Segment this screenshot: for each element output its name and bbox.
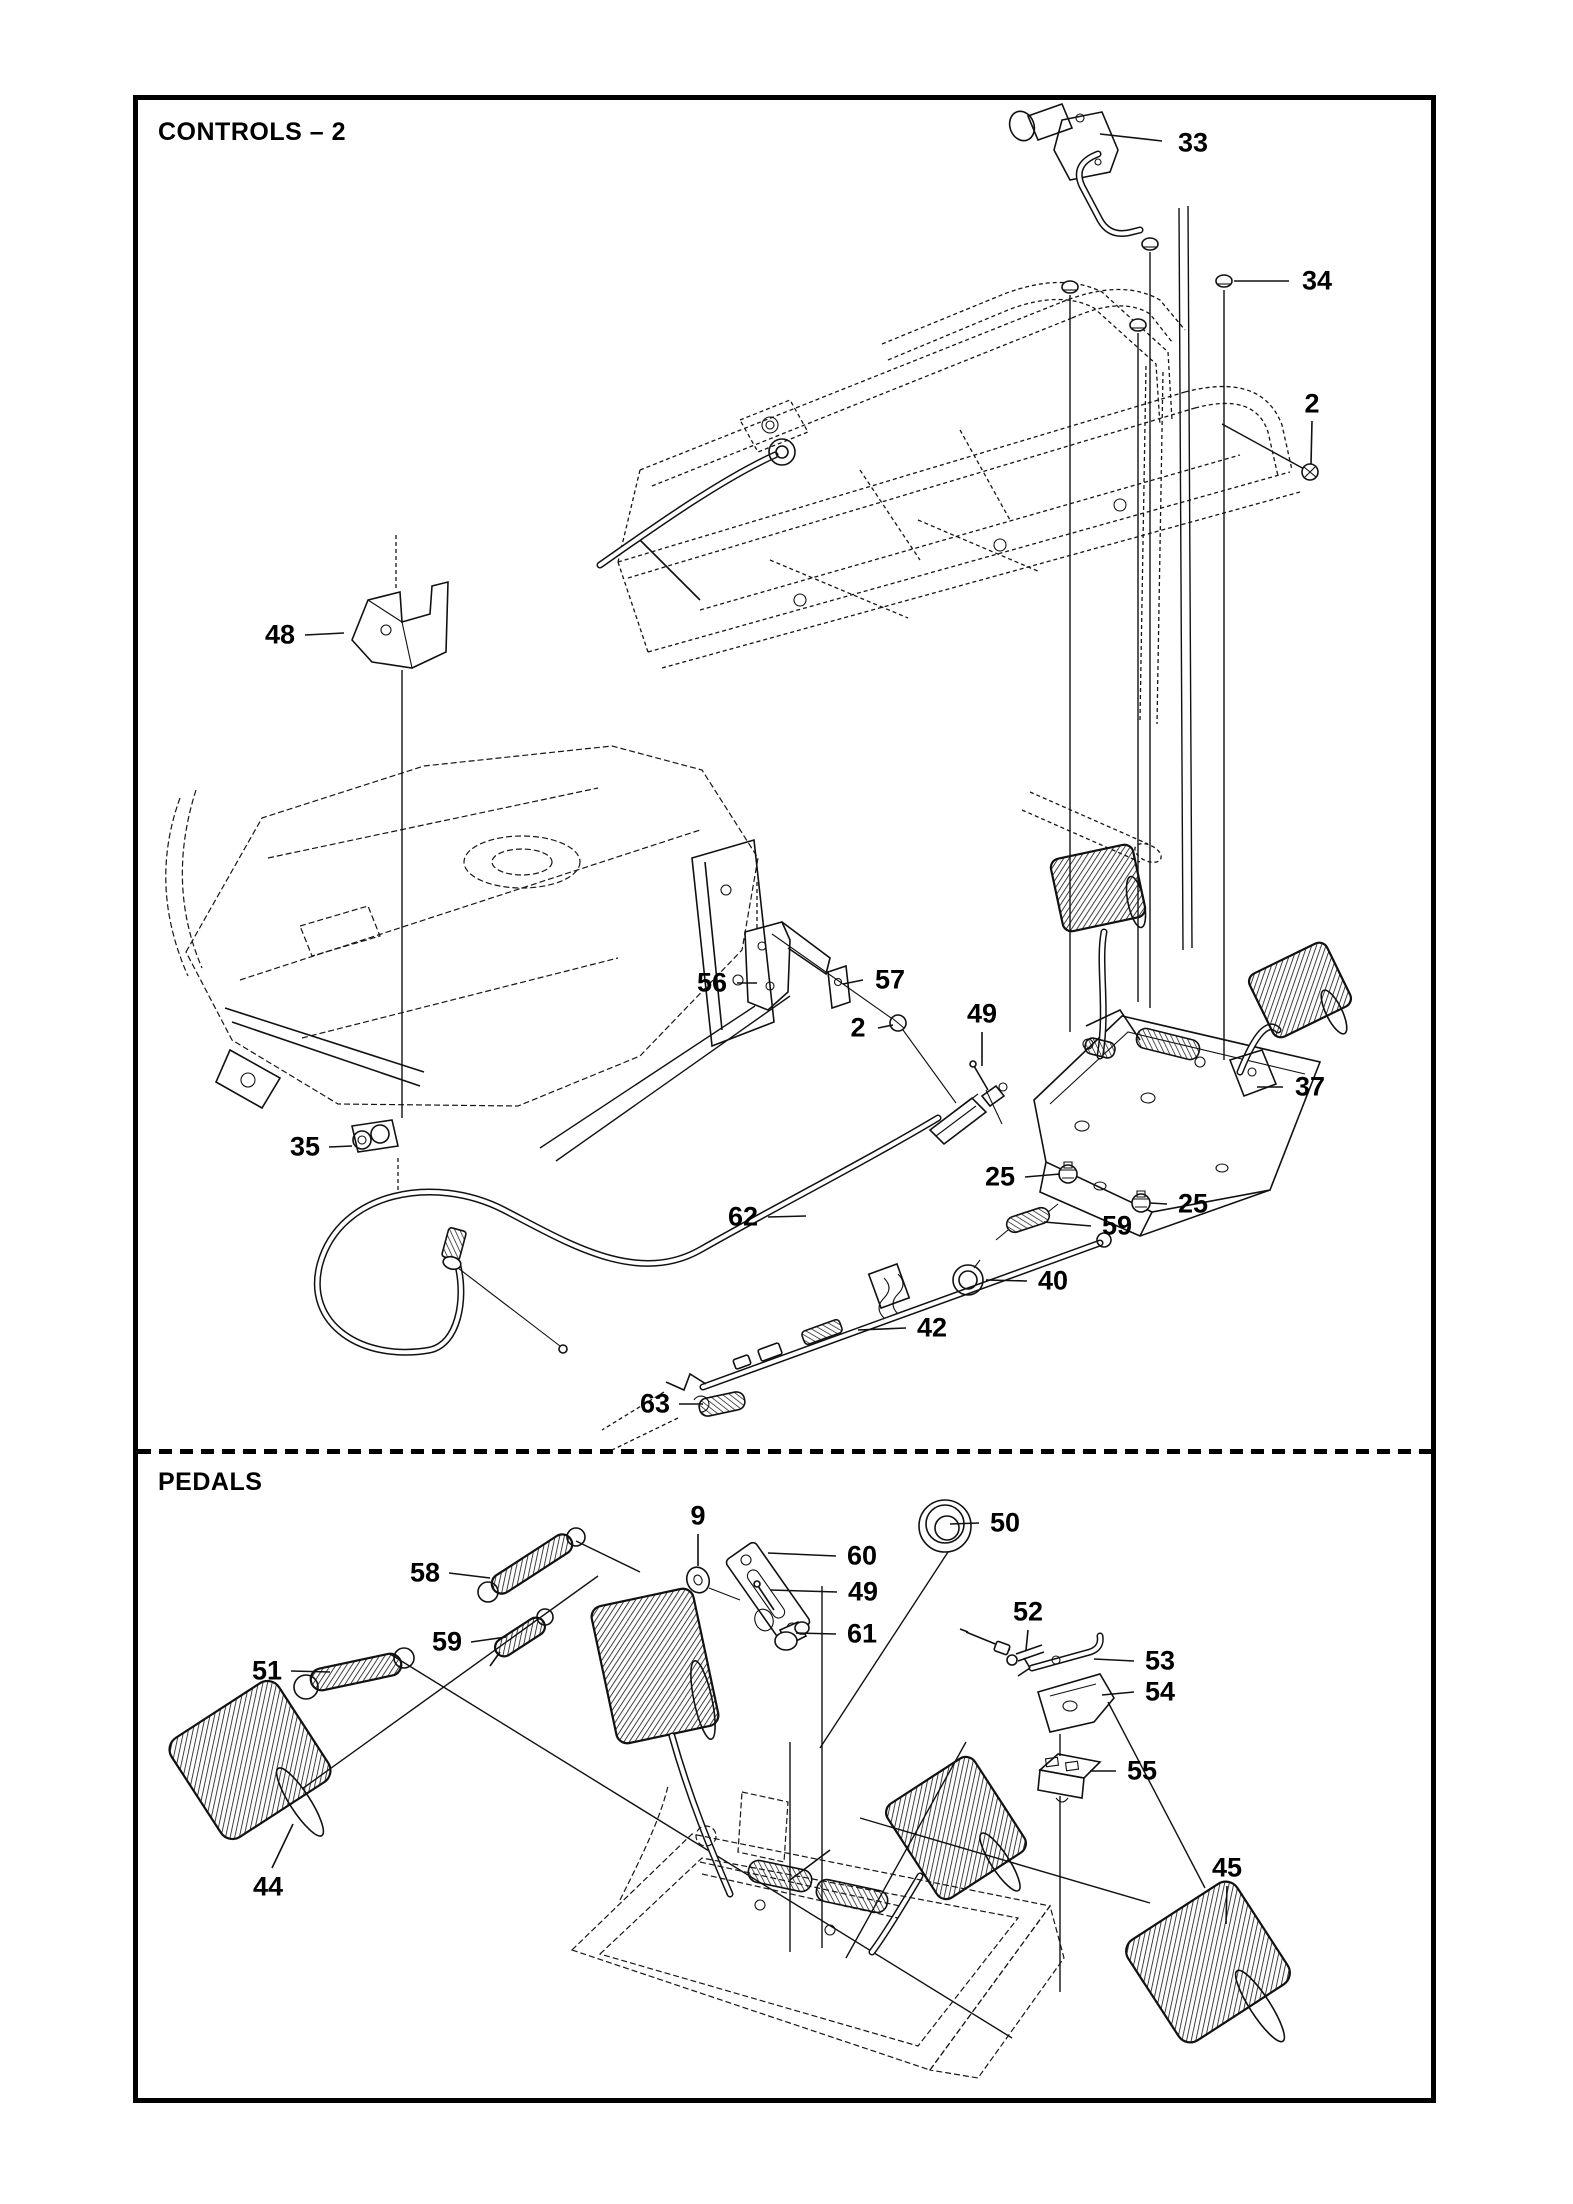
pedals-artwork: [164, 1500, 1295, 2078]
chassis-frame-ghost: [600, 282, 1300, 866]
callout-controls-25: 25: [1177, 1188, 1209, 1219]
leader-line-60: [768, 1553, 836, 1556]
leader-line-50: [950, 1523, 979, 1524]
callout-controls-25: 25: [984, 1161, 1016, 1192]
pedal-arm-left: [590, 1587, 730, 1894]
callout-controls-34: 34: [1301, 265, 1333, 296]
grommet-50: [919, 1500, 971, 1552]
callout-pedals-52: 52: [1012, 1596, 1044, 1627]
draglink-rod-42: [602, 1201, 1111, 1450]
callout-pedals-51: 51: [251, 1655, 283, 1686]
leader-line-62: [768, 1216, 806, 1217]
callout-controls-49: 49: [966, 998, 998, 1029]
leader-line-59: [1044, 1222, 1091, 1226]
callout-controls-40: 40: [1037, 1265, 1069, 1296]
callout-controls-35: 35: [289, 1131, 321, 1162]
leader-line-44: [272, 1824, 293, 1868]
callout-controls-2: 2: [850, 1012, 866, 1043]
leader-line-52: [1026, 1630, 1028, 1650]
leader-line-2: [1311, 421, 1312, 464]
spring-51: [294, 1648, 414, 1699]
anchor-lines: [302, 1541, 1205, 2038]
leader-line-54: [1102, 1692, 1134, 1695]
callout-pedals-55: 55: [1126, 1755, 1158, 1786]
section-title-controls: CONTROLS – 2: [158, 118, 346, 146]
leader-line-33: [1100, 134, 1162, 141]
leader-line-51: [291, 1671, 330, 1672]
callout-pedals-60: 60: [846, 1540, 878, 1571]
section-title-pedals: PEDALS: [158, 1468, 263, 1496]
callout-controls-42: 42: [916, 1312, 948, 1343]
leader-line-53: [1094, 1659, 1134, 1661]
callout-pedals-59: 59: [431, 1626, 463, 1657]
pedal-pad-44: [164, 1676, 336, 1845]
callout-pedals-58: 58: [409, 1557, 441, 1588]
leader-line-35: [329, 1146, 352, 1147]
callout-controls-56: 56: [696, 967, 728, 998]
spring-58: [478, 1528, 585, 1602]
callout-pedals-49: 49: [847, 1576, 879, 1607]
callout-pedals-53: 53: [1144, 1645, 1176, 1676]
control-lever: [1006, 104, 1140, 234]
pedal-pad: [1049, 843, 1149, 933]
callout-controls-37: 37: [1294, 1071, 1326, 1102]
cable-clamp-35: [352, 1120, 398, 1192]
screw-2-top: [1302, 464, 1318, 480]
callout-controls-48: 48: [264, 619, 296, 650]
spacer-block-55: [1038, 1754, 1100, 1802]
pedal-pad: [1246, 940, 1354, 1041]
leader-line-45: [1226, 1886, 1227, 1924]
leader-line-48: [305, 633, 344, 635]
flange-bolts-25: [1059, 1162, 1150, 1212]
callout-pedals-9: 9: [690, 1500, 706, 1531]
callout-controls-2: 2: [1304, 388, 1320, 419]
callout-controls-59: 59: [1101, 1210, 1133, 1241]
leader-line-61: [796, 1633, 836, 1634]
callout-pedals-50: 50: [989, 1507, 1021, 1538]
controls-artwork: [166, 104, 1354, 1450]
leader-line-25: [1150, 1203, 1167, 1204]
callout-controls-62: 62: [727, 1201, 759, 1232]
callout-pedals-54: 54: [1144, 1676, 1176, 1707]
bracket-54: [1038, 1674, 1114, 1732]
leader-line-58: [449, 1573, 490, 1578]
callout-pedals-44: 44: [252, 1871, 284, 1902]
bracket-48: [352, 532, 448, 1118]
cotter-pin-52: [960, 1629, 1044, 1665]
callout-pedals-61: 61: [846, 1618, 878, 1649]
bracket-56-57: [540, 880, 956, 1161]
leader-line-40: [986, 1280, 1027, 1281]
nut-fasteners: [1062, 206, 1306, 1060]
callout-controls-57: 57: [874, 964, 906, 995]
leader-line-57: [843, 980, 863, 984]
pedal-assembly-37: [1034, 843, 1354, 1236]
pedal-arm-right: [872, 1753, 1030, 1952]
callout-controls-63: 63: [639, 1388, 671, 1419]
callout-controls-33: 33: [1177, 127, 1209, 158]
callout-pedals-45: 45: [1211, 1852, 1243, 1883]
